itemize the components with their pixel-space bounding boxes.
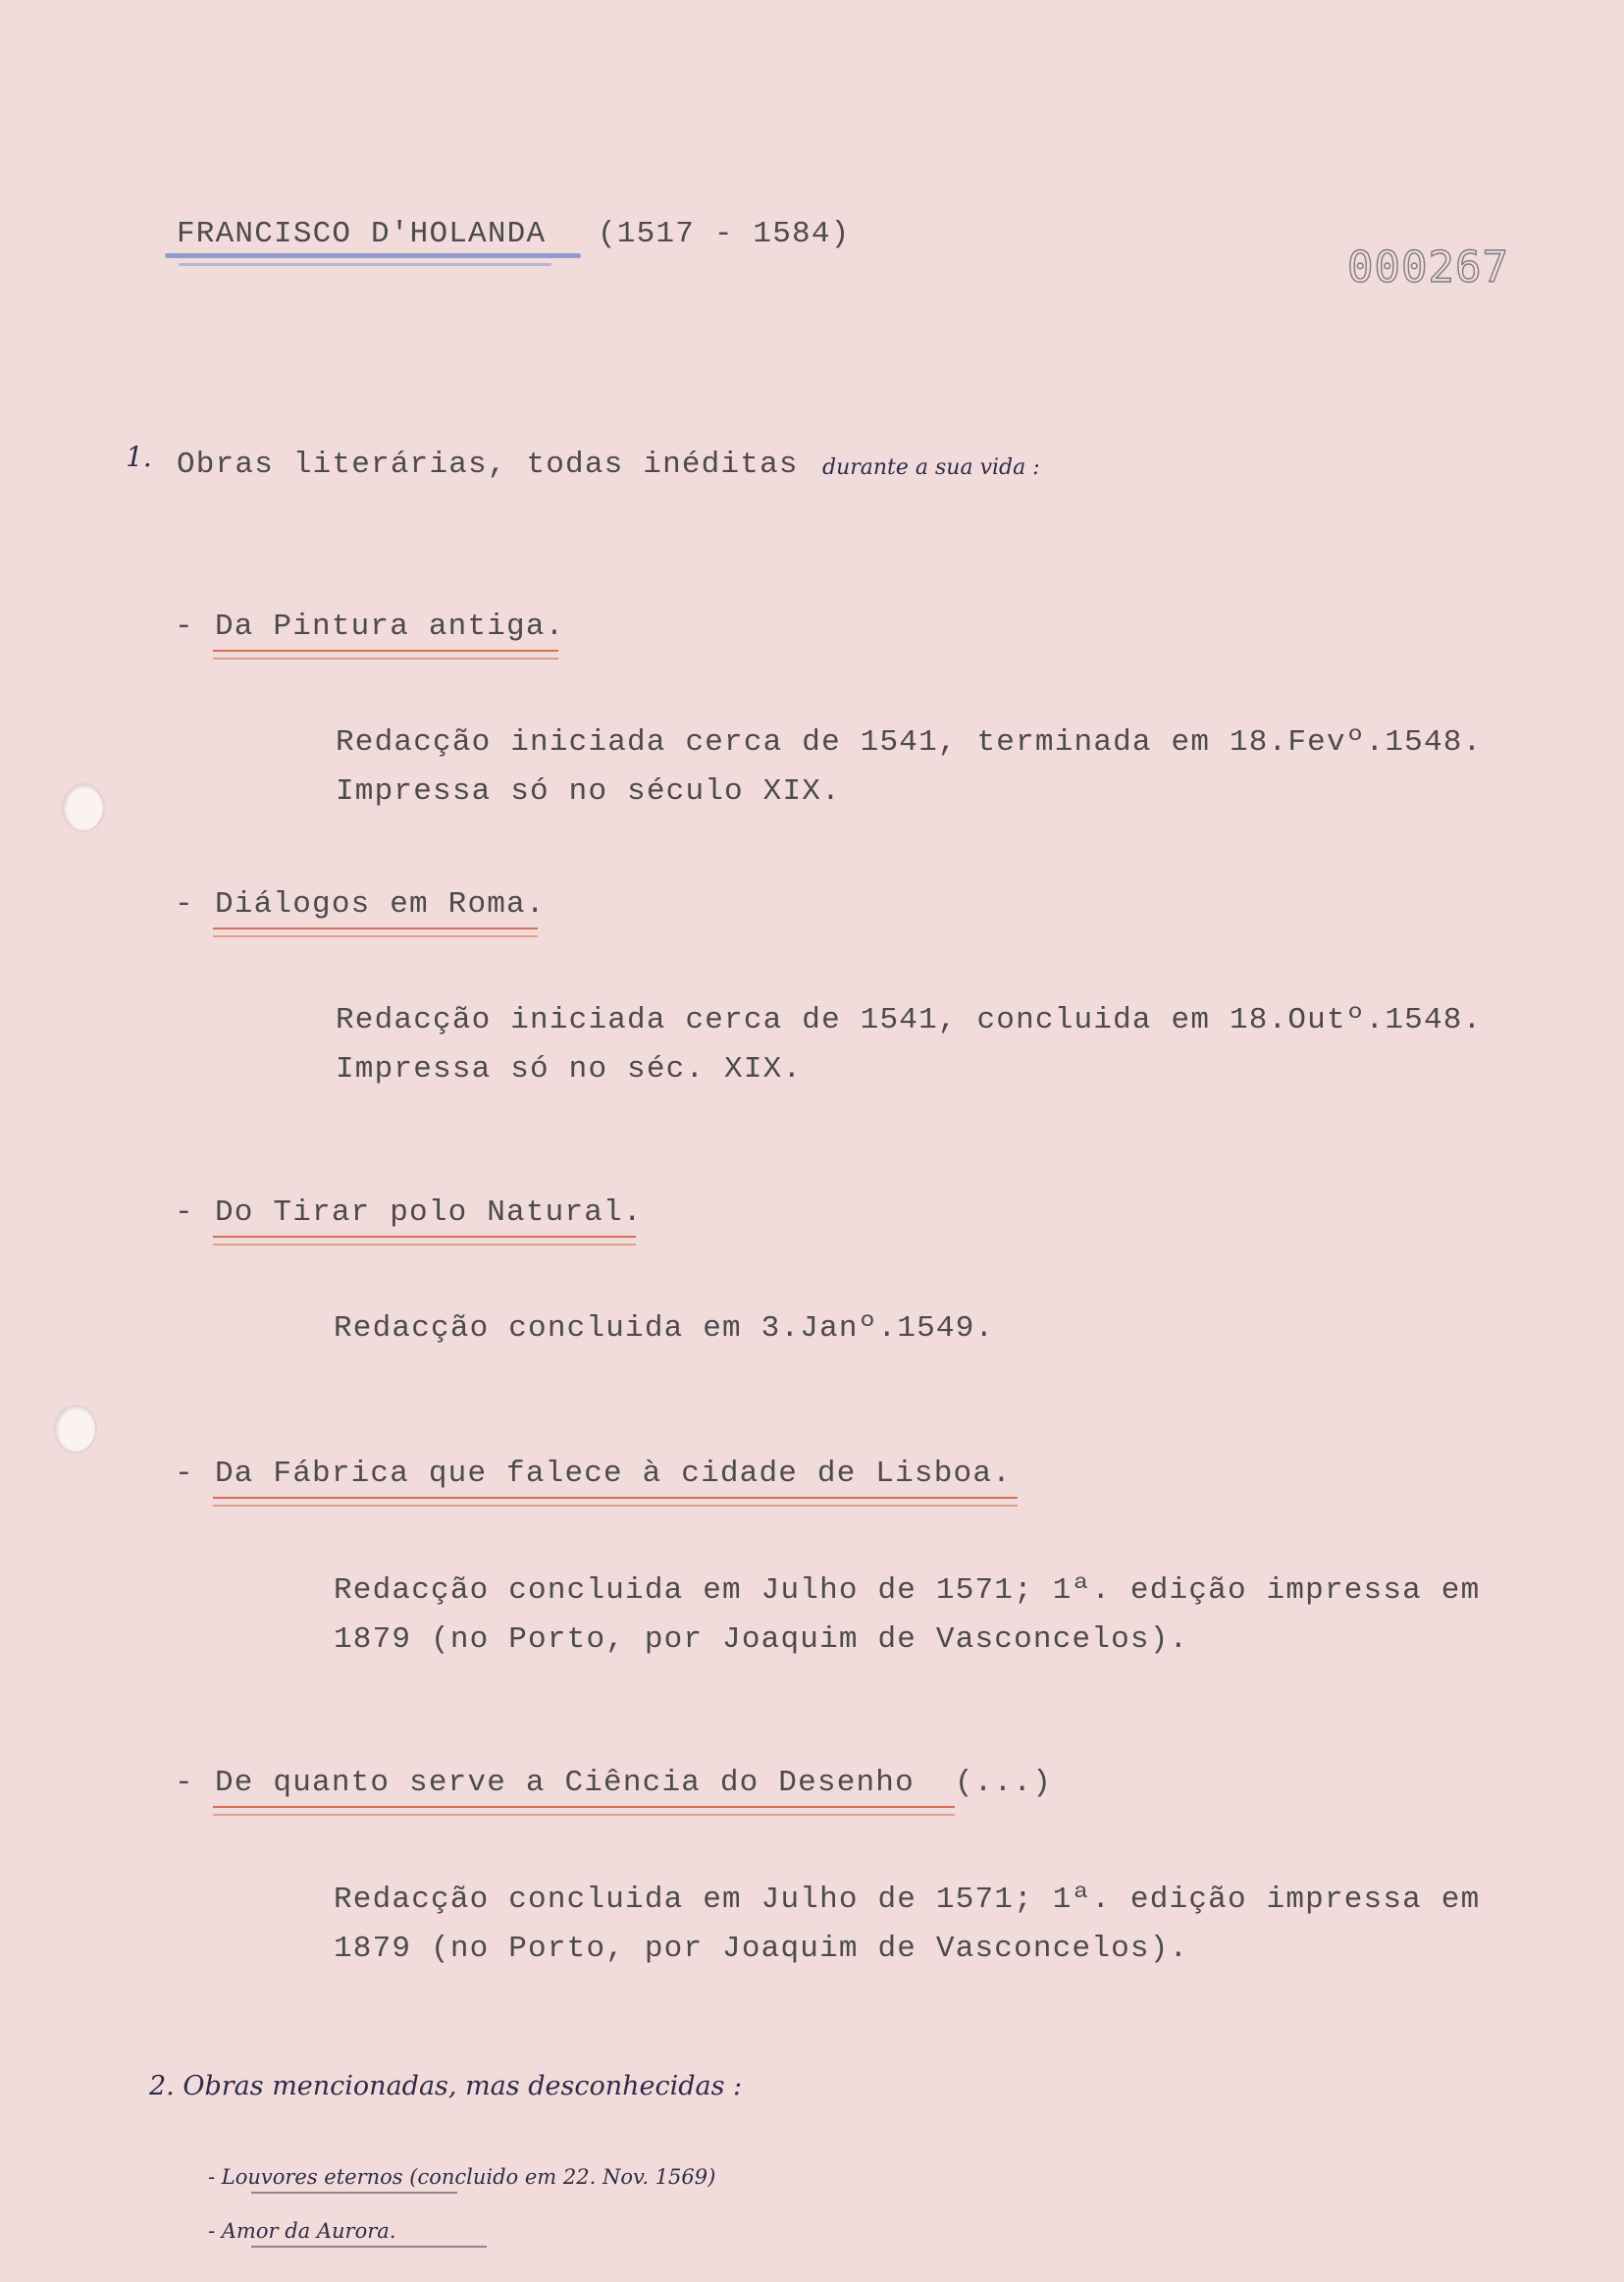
work-5-line-2: 1879 (no Porto, por Joaquim de Vasconcelos). [334, 1932, 1189, 1966]
section-1-heading: Obras literárias, todas inéditas [177, 448, 799, 482]
work-1-line-1: Redacção iniciada cerca de 1541, terminada em 18.Fevº.1548. [336, 725, 1483, 760]
section-2-item-2-underline [251, 2246, 487, 2248]
work-1-underline [213, 650, 558, 652]
work-5-underline-2 [213, 1814, 955, 1816]
author-dates: (1517 - 1584) [598, 217, 851, 251]
work-3-dash: - [175, 1195, 194, 1230]
work-3-line-1: Redacção concluida em 3.Janº.1549. [334, 1311, 995, 1346]
work-2-dash: - [175, 887, 194, 922]
work-4-underline [213, 1497, 1018, 1499]
archive-stamp-number: 000267 [1347, 242, 1509, 292]
section-2-item-2: - Amor da Aurora. [208, 2219, 396, 2243]
punch-hole-bottom [54, 1405, 97, 1454]
work-5-underline [213, 1806, 955, 1808]
work-2-line-2: Impressa só no séc. XIX. [336, 1052, 803, 1087]
work-3-title: Do Tirar polo Natural. [215, 1195, 643, 1230]
work-2-underline-2 [213, 935, 538, 937]
work-2-underline [213, 928, 538, 929]
work-2-line-1: Redacção iniciada cerca de 1541, concluida em 18.Outº.1548. [336, 1003, 1483, 1037]
work-4-dash: - [175, 1457, 194, 1491]
author-name: FRANCISCO D'HOLANDA [177, 217, 547, 251]
work-2-title: Diálogos em Roma. [215, 887, 546, 922]
section-1-number: 1. [126, 441, 152, 473]
work-1-underline-2 [213, 658, 558, 660]
work-1-line-2: Impressa só no século XIX. [336, 774, 841, 809]
work-5-title-suffix: (...) [955, 1766, 1053, 1800]
work-5-line-1: Redacção concluida em Julho de 1571; 1ª. edição impressa em [334, 1883, 1481, 1917]
title-blue-underline-2 [179, 263, 551, 266]
punch-hole-top [62, 783, 105, 832]
work-4-title: Da Fábrica que falece à cidade de Lisboa. [215, 1457, 1012, 1491]
work-5-title: De quanto serve a Ciência do Desenho [215, 1766, 915, 1800]
title-blue-underline [165, 253, 581, 258]
work-3-underline-2 [213, 1244, 636, 1246]
section-2-item-1-underline [251, 2192, 457, 2194]
section-2-heading: 2. Obras mencionadas, mas desconhecidas : [149, 2071, 743, 2101]
section-1-handwritten-note: durante a sua vida : [822, 455, 1040, 480]
work-4-line-2: 1879 (no Porto, por Joaquim de Vasconcelos). [334, 1622, 1189, 1657]
work-1-title: Da Pintura antiga. [215, 610, 565, 644]
work-5-dash: - [175, 1766, 194, 1800]
work-3-underline [213, 1236, 636, 1238]
work-4-underline-2 [213, 1505, 1018, 1507]
section-2-item-1: - Louvores eternos (concluido em 22. Nov. 1569) [208, 2165, 716, 2189]
work-1-dash: - [175, 610, 194, 644]
work-4-line-1: Redacção concluida em Julho de 1571; 1ª. edição impressa em [334, 1573, 1481, 1608]
